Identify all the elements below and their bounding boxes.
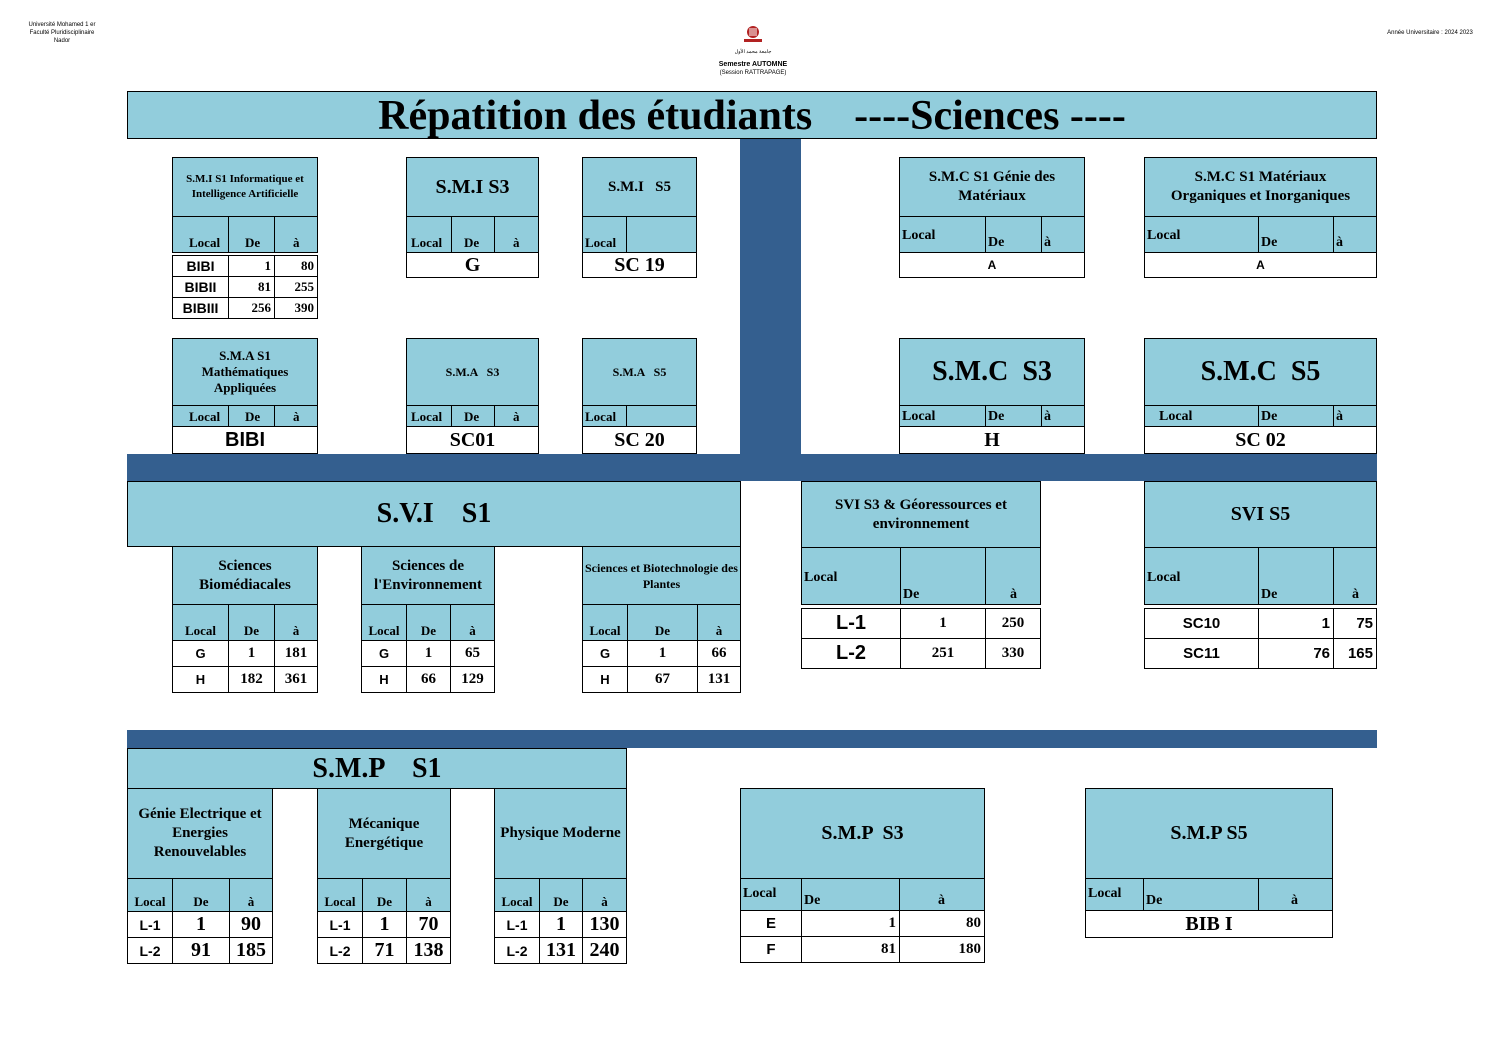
row-from: 76 [1258, 638, 1334, 669]
smc-s1-genie-title: S.M.C S1 Génie des Matériaux [899, 157, 1085, 217]
smi-s5-title: S.M.I S5 [582, 157, 697, 217]
col-de: De [1258, 547, 1334, 605]
row-local: E [740, 910, 802, 937]
sma-s1-title: S.M.A S1 Mathématiques Appliquées [172, 338, 318, 406]
row-local: H [172, 666, 229, 693]
row-to: 165 [1333, 638, 1377, 669]
col-a: à [274, 604, 318, 641]
smp-s5-local: BIB I [1085, 910, 1333, 938]
smi-s5-local: SC 19 [582, 252, 697, 278]
row-from: 182 [228, 666, 275, 693]
col-a: à [1041, 405, 1085, 427]
smp-s1-title: S.M.P S1 [127, 748, 627, 789]
col-a: à [494, 216, 539, 253]
svi-env-title: Sciences de l'Environnement [361, 546, 495, 605]
smi-s3-title: S.M.I S3 [406, 157, 539, 217]
academic-year: Année Universitaire : 2024 2023 [1387, 30, 1473, 36]
row-from: 1 [406, 640, 451, 667]
row-local: L-1 [127, 911, 173, 938]
col-local: Local [1144, 547, 1259, 605]
col-local: Local [582, 604, 628, 641]
smc-s1-mat-title: S.M.C S1 Matériaux Organiques et Inorganiques [1144, 157, 1377, 217]
col-a: à [1333, 547, 1377, 605]
col-a: à [985, 547, 1041, 605]
col-a: à [494, 405, 539, 427]
col-a: à [1258, 878, 1333, 911]
col-de: De [451, 216, 495, 253]
smp-phys-title: Physique Moderne [494, 788, 627, 879]
smc-s3-title: S.M.C S3 [899, 338, 1085, 406]
smc-s5-local: SC 02 [1144, 426, 1377, 454]
row-local: L-2 [801, 638, 901, 669]
smp-divider [127, 730, 1377, 748]
row-to: 330 [985, 638, 1041, 669]
col-a: à [406, 878, 451, 912]
smc-s1-mat-local: A [1144, 252, 1377, 278]
row-from: 81 [801, 936, 900, 963]
row-to: 131 [697, 666, 741, 693]
col-de: De [801, 878, 900, 911]
row-from: 1 [539, 911, 583, 938]
smc-s1-genie-local: A [899, 252, 1085, 278]
col-a: à [582, 878, 627, 912]
col-local: Local [582, 405, 627, 427]
smp-genie-title: Génie Electrique et Energies Renouvelables [127, 788, 273, 879]
row-to: 80 [274, 255, 318, 277]
sma-s5-title: S.M.A S5 [582, 338, 697, 406]
city-name: Nador [53, 38, 71, 44]
col-local: Local [899, 405, 986, 427]
col-de: De [1258, 405, 1334, 427]
col-local: Local [172, 604, 229, 641]
smp-meca-title: Mécanique Energétique [317, 788, 451, 879]
col-a: à [274, 405, 318, 427]
page-title: Répatition des étudiants ----Sciences ---- [127, 91, 1377, 139]
logo-text: جامعة محمد الأول [734, 49, 772, 55]
row-to: 390 [274, 297, 318, 319]
col-de: De [228, 405, 275, 427]
col-local: Local [899, 216, 986, 253]
col-local: Local [172, 216, 229, 253]
sma-s3-local: SC01 [406, 426, 539, 454]
row-to: 255 [274, 276, 318, 298]
col-local: Local [127, 878, 173, 912]
svi-s5-title: SVI S5 [1144, 481, 1377, 548]
row-local: BIBI [172, 255, 229, 277]
col-local: Local [1144, 405, 1259, 427]
row-to: 65 [450, 640, 495, 667]
row-from: 256 [228, 297, 275, 319]
col-local: Local [801, 547, 901, 605]
logo-emblem-icon [740, 24, 766, 44]
row-from: 1 [627, 640, 698, 667]
col-de: De [985, 405, 1042, 427]
row-to: 185 [229, 937, 273, 964]
smc-s3-local: H [899, 426, 1085, 454]
smp-s5-title: S.M.P S5 [1085, 788, 1333, 879]
row-local: H [361, 666, 407, 693]
row-local: L-1 [317, 911, 363, 938]
row-local: BIBII [172, 276, 229, 298]
col-local: Local [361, 604, 407, 641]
col-de: De [1258, 216, 1334, 253]
col-a: à [697, 604, 741, 641]
row-local: G [361, 640, 407, 667]
row-local: G [582, 640, 628, 667]
university-header [22, 21, 102, 45]
col-de: De [900, 547, 986, 605]
col-local: Local [1144, 216, 1259, 253]
row-to: 138 [406, 937, 451, 964]
col-de: De [985, 216, 1042, 253]
row-from: 1 [362, 911, 407, 938]
row-from: 91 [172, 937, 230, 964]
svi-s3-title: SVI S3 & Géoressources et environnement [801, 481, 1041, 548]
col-de: De [228, 604, 275, 641]
col-de: De [1143, 878, 1259, 911]
horizontal-divider [127, 454, 1377, 481]
row-from: 1 [900, 608, 986, 639]
row-to: 181 [274, 640, 318, 667]
svi-s1-title: S.V.I S1 [127, 481, 741, 547]
col-local: Local [406, 216, 452, 253]
row-local: H [582, 666, 628, 693]
col-de: De [627, 604, 698, 641]
row-to: 361 [274, 666, 318, 693]
row-to: 80 [899, 910, 985, 937]
col-a: à [899, 878, 985, 911]
sma-s5-local: SC 20 [582, 426, 697, 454]
row-local: L-2 [127, 937, 173, 964]
row-to: 70 [406, 911, 451, 938]
col-de: De [228, 216, 275, 253]
col-a: à [1333, 405, 1377, 427]
smp-s3-title: S.M.P S3 [740, 788, 985, 879]
row-local: G [172, 640, 229, 667]
row-to: 130 [582, 911, 627, 938]
row-local: L-2 [494, 937, 540, 964]
col-a: à [1333, 216, 1377, 253]
row-local: L-2 [317, 937, 363, 964]
row-to: 250 [985, 608, 1041, 639]
col-de: De [406, 604, 451, 641]
row-from: 67 [627, 666, 698, 693]
header-spacer [626, 405, 697, 427]
col-a: à [274, 216, 318, 253]
header-spacer [626, 216, 697, 253]
col-local: Local [740, 878, 802, 911]
row-from: 1 [1258, 608, 1334, 639]
row-from: 1 [228, 640, 275, 667]
sma-s3-title: S.M.A S3 [406, 338, 539, 406]
col-a: à [450, 604, 495, 641]
svi-plantes-title: Sciences et Biotechnologie des Plantes [582, 546, 741, 605]
row-from: 66 [406, 666, 451, 693]
semester-label: Semestre AUTOMNE [718, 61, 788, 68]
faculty-name: Faculté Pluridisciplinaire [29, 30, 95, 36]
row-from: 1 [801, 910, 900, 937]
vertical-divider [740, 139, 801, 481]
col-local: Local [172, 405, 229, 427]
row-from: 131 [539, 937, 583, 964]
row-from: 1 [228, 255, 275, 277]
col-de: De [172, 878, 230, 912]
row-to: 129 [450, 666, 495, 693]
row-from: 1 [172, 911, 230, 938]
session-label: (Session RATTRAPAGE) [719, 70, 787, 76]
row-local: L-1 [494, 911, 540, 938]
university-name: Université Mohamed 1 er [28, 22, 96, 28]
row-to: 75 [1333, 608, 1377, 639]
smi-s3-local: G [406, 252, 539, 278]
row-from: 81 [228, 276, 275, 298]
row-to: 90 [229, 911, 273, 938]
col-local: Local [1085, 878, 1144, 911]
row-local: F [740, 936, 802, 963]
row-from: 71 [362, 937, 407, 964]
row-local: L-1 [801, 608, 901, 639]
university-logo [727, 24, 779, 58]
col-de: De [539, 878, 583, 912]
smi-s1-title: S.M.I S1 Informatique et Intelligence Artificielle [172, 157, 318, 217]
row-local: SC11 [1144, 638, 1259, 669]
col-a: à [1041, 216, 1085, 253]
row-local: BIBIII [172, 297, 229, 319]
col-local: Local [582, 216, 627, 253]
col-local: Local [317, 878, 363, 912]
row-to: 66 [697, 640, 741, 667]
col-a: à [229, 878, 273, 912]
smc-s5-title: S.M.C S5 [1144, 338, 1377, 406]
sma-s1-local: BIBI [172, 426, 318, 454]
row-to: 240 [582, 937, 627, 964]
col-de: De [362, 878, 407, 912]
col-local: Local [494, 878, 540, 912]
svi-biomed-title: Sciences Biomédiacales [172, 546, 318, 605]
row-to: 180 [899, 936, 985, 963]
col-local: Local [406, 405, 452, 427]
row-local: SC10 [1144, 608, 1259, 639]
row-from: 251 [900, 638, 986, 669]
col-de: De [451, 405, 495, 427]
